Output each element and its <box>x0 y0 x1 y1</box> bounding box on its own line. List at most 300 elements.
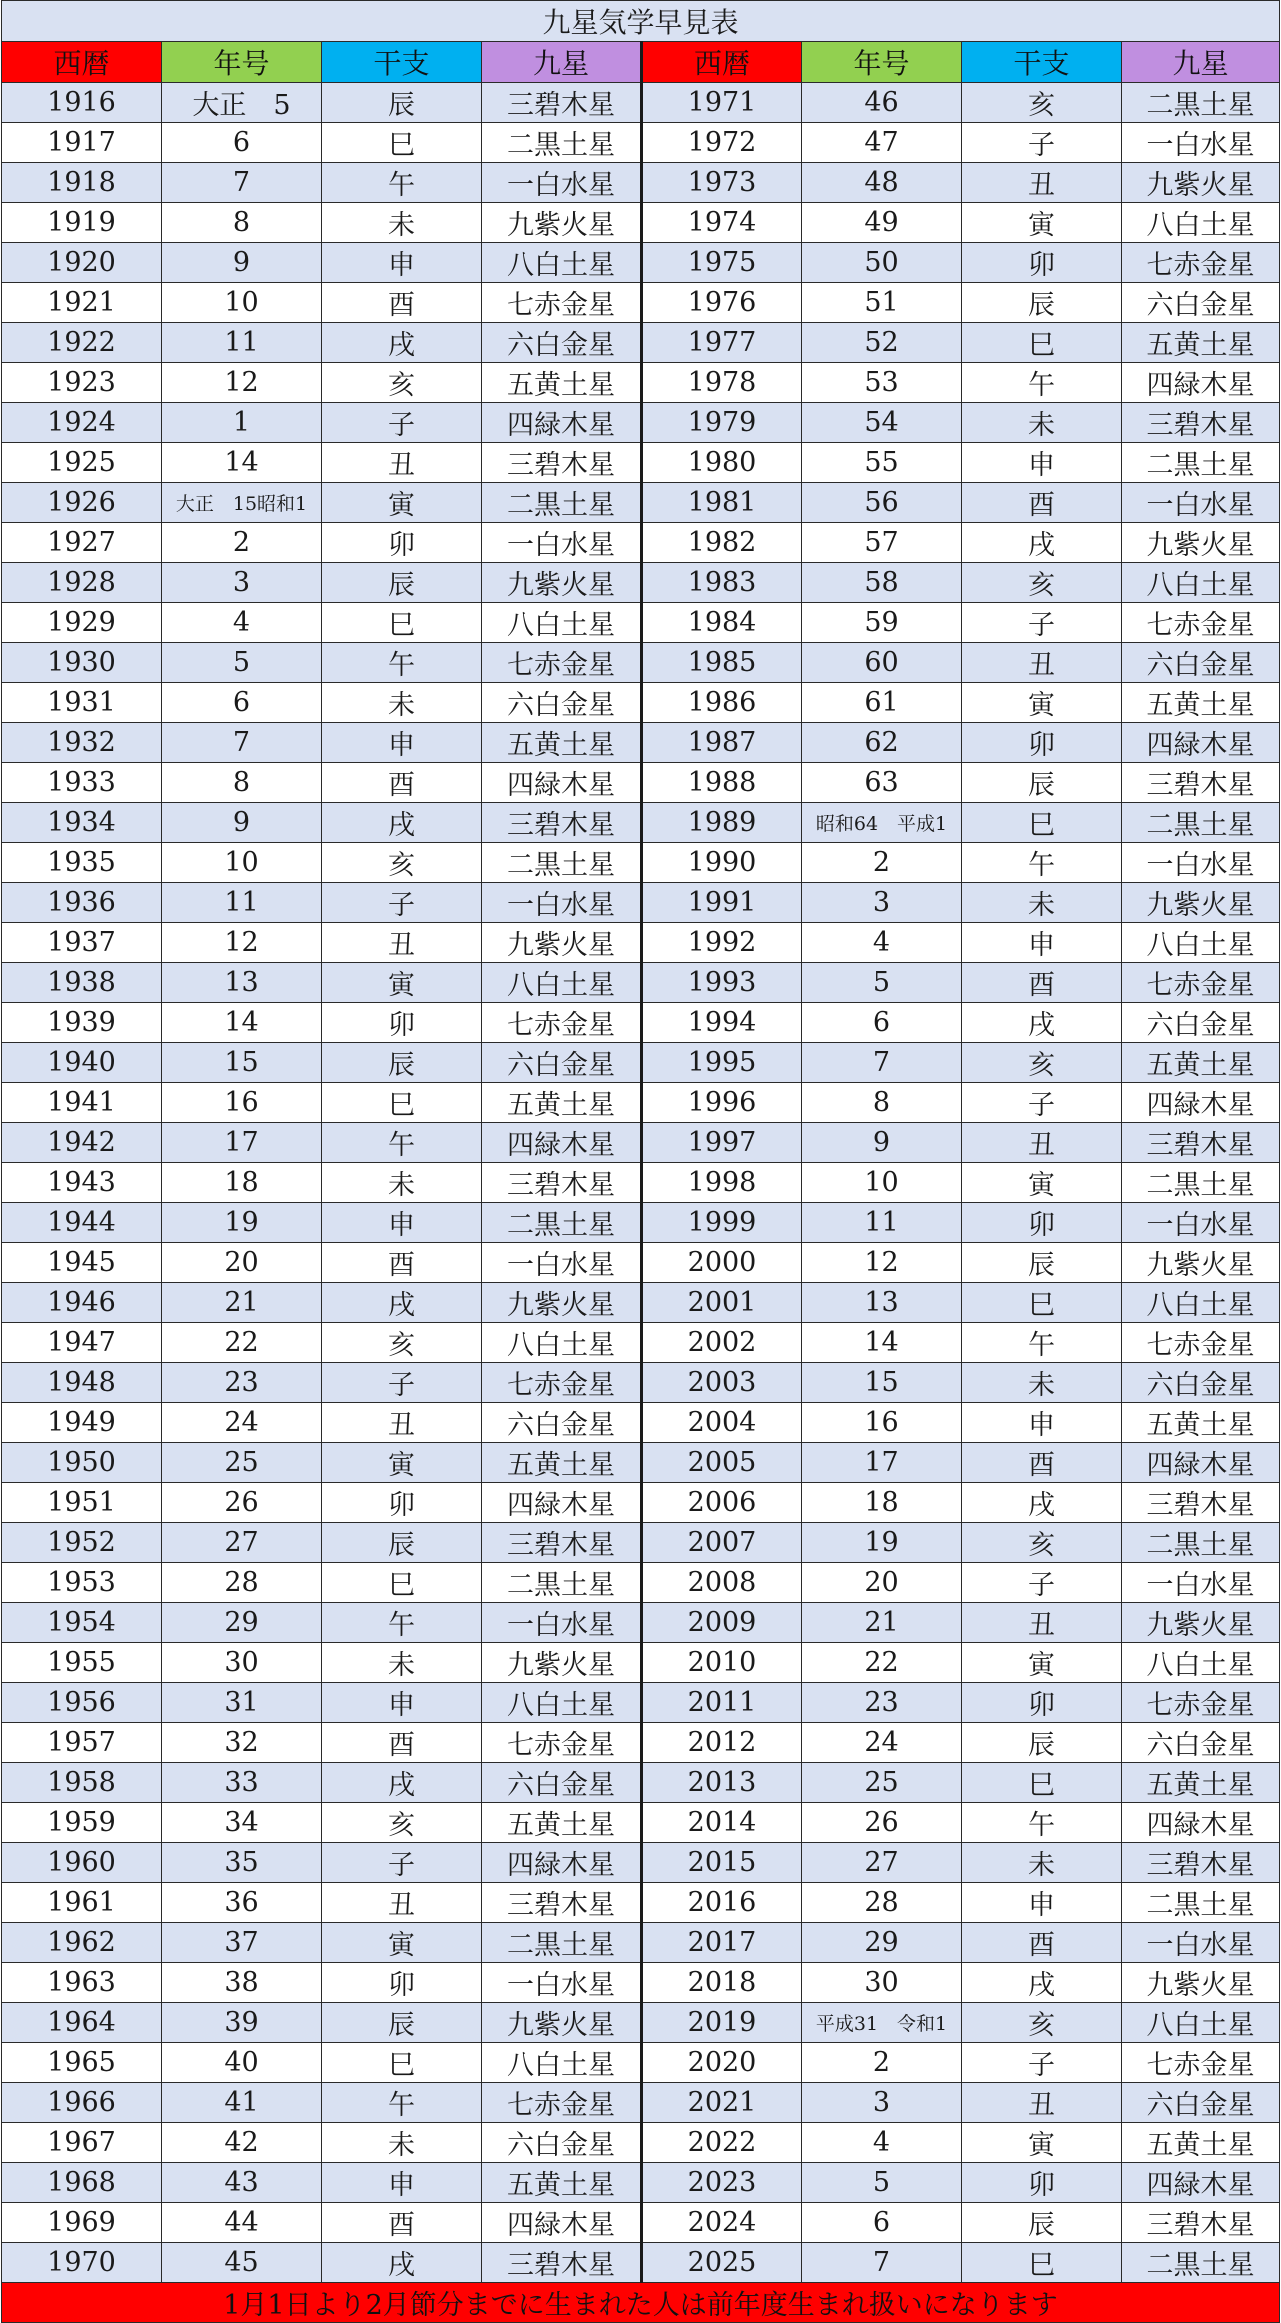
cell-eto-left: 未 <box>322 683 482 723</box>
cell-nengo-left: 42 <box>162 2123 322 2163</box>
cell-kyusei-right: 八白土星 <box>1122 1283 1280 1323</box>
table-row <box>2 2243 1280 2283</box>
cell-eto-right: 酉 <box>962 1443 1122 1483</box>
table-row <box>2 1923 1280 1963</box>
cell-eto-left: 申 <box>322 1683 482 1723</box>
cell-seireki-right: 2002 <box>642 1323 802 1363</box>
cell-eto-left: 丑 <box>322 1883 482 1923</box>
table-title: 九星気学早見表 <box>2 1 1280 42</box>
cell-nengo-right: 19 <box>802 1523 962 1563</box>
cell-seireki-left: 1932 <box>2 723 162 763</box>
cell-seireki-left: 1950 <box>2 1443 162 1483</box>
cell-seireki-left: 1926 <box>2 483 162 523</box>
cell-nengo-right: 48 <box>802 163 962 203</box>
cell-kyusei-right: 七赤金星 <box>1122 2043 1280 2083</box>
cell-seireki-right: 1984 <box>642 603 802 643</box>
cell-nengo-left: 31 <box>162 1683 322 1723</box>
cell-seireki-left: 1948 <box>2 1363 162 1403</box>
cell-eto-right: 亥 <box>962 1043 1122 1083</box>
cell-kyusei-right: 四緑木星 <box>1122 723 1280 763</box>
cell-seireki-left: 1951 <box>2 1483 162 1523</box>
cell-kyusei-right: 一白水星 <box>1122 1203 1280 1243</box>
cell-kyusei-left: 一白水星 <box>482 1243 642 1283</box>
cell-nengo-left: 大正 15昭和1 <box>162 483 322 523</box>
cell-eto-right: 卯 <box>962 723 1122 763</box>
cell-seireki-right: 2008 <box>642 1563 802 1603</box>
cell-nengo-left: 10 <box>162 283 322 323</box>
cell-seireki-right: 2015 <box>642 1843 802 1883</box>
cell-kyusei-left: 八白土星 <box>482 2043 642 2083</box>
cell-eto-left: 巳 <box>322 1083 482 1123</box>
cell-eto-left: 申 <box>322 723 482 763</box>
cell-eto-left: 寅 <box>322 483 482 523</box>
cell-seireki-right: 1998 <box>642 1163 802 1203</box>
cell-nengo-right: 54 <box>802 403 962 443</box>
cell-kyusei-right: 四緑木星 <box>1122 1443 1280 1483</box>
cell-nengo-right: 63 <box>802 763 962 803</box>
cell-nengo-right: 62 <box>802 723 962 763</box>
cell-nengo-right: 28 <box>802 1883 962 1923</box>
cell-eto-right: 巳 <box>962 1283 1122 1323</box>
cell-eto-right: 酉 <box>962 483 1122 523</box>
cell-seireki-left: 1923 <box>2 363 162 403</box>
cell-seireki-right: 1995 <box>642 1043 802 1083</box>
cell-nengo-right: 53 <box>802 363 962 403</box>
cell-nengo-left: 38 <box>162 1963 322 2003</box>
cell-seireki-left: 1944 <box>2 1203 162 1243</box>
table-row <box>2 923 1280 963</box>
cell-nengo-left: 20 <box>162 1243 322 1283</box>
cell-eto-right: 寅 <box>962 1163 1122 1203</box>
table-row <box>2 83 1280 123</box>
cell-eto-right: 巳 <box>962 803 1122 843</box>
cell-eto-left: 午 <box>322 643 482 683</box>
cell-kyusei-left: 三碧木星 <box>482 2243 642 2283</box>
table-row <box>2 163 1280 203</box>
nine-star-table-sheet <box>1 0 1279 2323</box>
cell-nengo-right: 18 <box>802 1483 962 1523</box>
cell-nengo-left: 43 <box>162 2163 322 2203</box>
cell-kyusei-left: 二黒土星 <box>482 123 642 163</box>
cell-kyusei-left: 九紫火星 <box>482 2003 642 2043</box>
cell-eto-right: 戌 <box>962 1003 1122 1043</box>
cell-seireki-right: 1973 <box>642 163 802 203</box>
cell-eto-left: 卯 <box>322 1003 482 1043</box>
cell-kyusei-right: 一白水星 <box>1122 123 1280 163</box>
cell-seireki-left: 1917 <box>2 123 162 163</box>
cell-nengo-right: 4 <box>802 2123 962 2163</box>
cell-kyusei-left: 二黒土星 <box>482 483 642 523</box>
table-row <box>2 1643 1280 1683</box>
cell-nengo-left: 16 <box>162 1083 322 1123</box>
cell-kyusei-left: 四緑木星 <box>482 1843 642 1883</box>
cell-seireki-left: 1922 <box>2 323 162 363</box>
cell-kyusei-right: 三碧木星 <box>1122 1483 1280 1523</box>
cell-eto-right: 巳 <box>962 1763 1122 1803</box>
cell-seireki-left: 1919 <box>2 203 162 243</box>
cell-seireki-right: 2016 <box>642 1883 802 1923</box>
cell-eto-left: 辰 <box>322 2003 482 2043</box>
cell-nengo-left: 29 <box>162 1603 322 1643</box>
cell-eto-left: 亥 <box>322 1323 482 1363</box>
cell-nengo-left: 9 <box>162 243 322 283</box>
cell-kyusei-left: 三碧木星 <box>482 1523 642 1563</box>
cell-seireki-right: 2007 <box>642 1523 802 1563</box>
cell-seireki-left: 1936 <box>2 883 162 923</box>
cell-kyusei-right: 三碧木星 <box>1122 2203 1280 2243</box>
cell-nengo-left: 1 <box>162 403 322 443</box>
cell-eto-left: 辰 <box>322 1523 482 1563</box>
cell-nengo-left: 6 <box>162 683 322 723</box>
table-row <box>2 1603 1280 1643</box>
cell-eto-left: 子 <box>322 883 482 923</box>
cell-eto-right: 寅 <box>962 203 1122 243</box>
cell-kyusei-right: 七赤金星 <box>1122 963 1280 1003</box>
table-row <box>2 843 1280 883</box>
table-row <box>2 1443 1280 1483</box>
cell-eto-left: 午 <box>322 163 482 203</box>
cell-nengo-right: 58 <box>802 563 962 603</box>
cell-seireki-right: 1991 <box>642 883 802 923</box>
cell-nengo-right: 55 <box>802 443 962 483</box>
cell-kyusei-right: 七赤金星 <box>1122 1683 1280 1723</box>
cell-nengo-left: 7 <box>162 723 322 763</box>
cell-seireki-right: 1978 <box>642 363 802 403</box>
table-row <box>2 1123 1280 1163</box>
table-row <box>2 643 1280 683</box>
cell-eto-right: 戌 <box>962 1963 1122 2003</box>
cell-nengo-left: 12 <box>162 923 322 963</box>
cell-eto-left: 未 <box>322 2123 482 2163</box>
table-row <box>2 1963 1280 2003</box>
cell-eto-right: 丑 <box>962 1603 1122 1643</box>
cell-kyusei-right: 九紫火星 <box>1122 1963 1280 2003</box>
table-row <box>2 1083 1280 1123</box>
cell-seireki-right: 1988 <box>642 763 802 803</box>
header-eto-left: 干支 <box>322 42 482 83</box>
cell-seireki-left: 1960 <box>2 1843 162 1883</box>
cell-nengo-left: 25 <box>162 1443 322 1483</box>
cell-eto-left: 辰 <box>322 563 482 603</box>
cell-kyusei-right: 三碧木星 <box>1122 1843 1280 1883</box>
cell-seireki-right: 1972 <box>642 123 802 163</box>
cell-kyusei-left: 八白土星 <box>482 1683 642 1723</box>
cell-nengo-left: 4 <box>162 603 322 643</box>
cell-eto-right: 巳 <box>962 2243 1122 2283</box>
cell-seireki-right: 1983 <box>642 563 802 603</box>
cell-kyusei-left: 九紫火星 <box>482 563 642 603</box>
cell-nengo-left: 8 <box>162 763 322 803</box>
cell-seireki-left: 1940 <box>2 1043 162 1083</box>
cell-eto-left: 酉 <box>322 283 482 323</box>
cell-seireki-left: 1920 <box>2 243 162 283</box>
table-row <box>2 1723 1280 1763</box>
header-kyusei-left: 九星 <box>482 42 642 83</box>
cell-eto-left: 申 <box>322 243 482 283</box>
cell-nengo-right: 56 <box>802 483 962 523</box>
cell-nengo-right: 平成31 令和1 <box>802 2003 962 2043</box>
nine-star-table <box>1 0 1280 2323</box>
header-seireki-left: 西暦 <box>2 42 162 83</box>
cell-nengo-left: 14 <box>162 443 322 483</box>
cell-nengo-right: 3 <box>802 2083 962 2123</box>
cell-nengo-left: 10 <box>162 843 322 883</box>
cell-kyusei-right: 八白土星 <box>1122 923 1280 963</box>
cell-kyusei-right: 三碧木星 <box>1122 763 1280 803</box>
table-row <box>2 803 1280 843</box>
cell-nengo-left: 14 <box>162 1003 322 1043</box>
table-row <box>2 723 1280 763</box>
table-row <box>2 403 1280 443</box>
table-row <box>2 1803 1280 1843</box>
table-row <box>2 443 1280 483</box>
cell-nengo-right: 60 <box>802 643 962 683</box>
cell-seireki-right: 2004 <box>642 1403 802 1443</box>
cell-seireki-left: 1933 <box>2 763 162 803</box>
table-row <box>2 1003 1280 1043</box>
cell-seireki-left: 1966 <box>2 2083 162 2123</box>
table-row <box>2 1843 1280 1883</box>
cell-kyusei-left: 七赤金星 <box>482 1363 642 1403</box>
cell-nengo-right: 11 <box>802 1203 962 1243</box>
cell-kyusei-left: 一白水星 <box>482 1963 642 2003</box>
cell-nengo-left: 3 <box>162 563 322 603</box>
cell-nengo-left: 44 <box>162 2203 322 2243</box>
cell-eto-right: 辰 <box>962 1243 1122 1283</box>
cell-eto-right: 辰 <box>962 283 1122 323</box>
cell-kyusei-left: 二黒土星 <box>482 1923 642 1963</box>
cell-seireki-right: 1999 <box>642 1203 802 1243</box>
cell-kyusei-right: 六白金星 <box>1122 1003 1280 1043</box>
cell-kyusei-left: 五黄土星 <box>482 363 642 403</box>
table-row <box>2 2203 1280 2243</box>
cell-seireki-right: 2010 <box>642 1643 802 1683</box>
cell-seireki-left: 1939 <box>2 1003 162 1043</box>
cell-kyusei-right: 六白金星 <box>1122 283 1280 323</box>
cell-eto-left: 卯 <box>322 523 482 563</box>
cell-nengo-right: 59 <box>802 603 962 643</box>
cell-nengo-right: 14 <box>802 1323 962 1363</box>
cell-eto-right: 卯 <box>962 2163 1122 2203</box>
cell-nengo-right: 5 <box>802 2163 962 2203</box>
cell-eto-left: 巳 <box>322 1563 482 1603</box>
cell-kyusei-left: 一白水星 <box>482 523 642 563</box>
cell-nengo-right: 6 <box>802 1003 962 1043</box>
table-row <box>2 1043 1280 1083</box>
cell-seireki-left: 1968 <box>2 2163 162 2203</box>
cell-kyusei-right: 九紫火星 <box>1122 1603 1280 1643</box>
cell-kyusei-left: 五黄土星 <box>482 1083 642 1123</box>
cell-seireki-left: 1958 <box>2 1763 162 1803</box>
cell-seireki-left: 1937 <box>2 923 162 963</box>
cell-eto-left: 酉 <box>322 2203 482 2243</box>
cell-kyusei-right: 四緑木星 <box>1122 363 1280 403</box>
table-row <box>2 963 1280 1003</box>
cell-kyusei-right: 一白水星 <box>1122 483 1280 523</box>
cell-kyusei-left: 四緑木星 <box>482 763 642 803</box>
cell-eto-left: 午 <box>322 2083 482 2123</box>
cell-nengo-right: 29 <box>802 1923 962 1963</box>
cell-eto-left: 酉 <box>322 1723 482 1763</box>
cell-eto-right: 酉 <box>962 963 1122 1003</box>
cell-eto-right: 未 <box>962 403 1122 443</box>
cell-nengo-left: 37 <box>162 1923 322 1963</box>
cell-eto-right: 寅 <box>962 683 1122 723</box>
cell-eto-right: 未 <box>962 883 1122 923</box>
table-row <box>2 483 1280 523</box>
cell-kyusei-left: 一白水星 <box>482 883 642 923</box>
cell-eto-left: 巳 <box>322 603 482 643</box>
cell-kyusei-left: 六白金星 <box>482 2123 642 2163</box>
header-seireki-right: 西暦 <box>642 42 802 83</box>
cell-nengo-left: 39 <box>162 2003 322 2043</box>
cell-seireki-right: 2012 <box>642 1723 802 1763</box>
cell-seireki-right: 2013 <box>642 1763 802 1803</box>
cell-kyusei-left: 四緑木星 <box>482 1483 642 1523</box>
cell-seireki-left: 1941 <box>2 1083 162 1123</box>
cell-eto-right: 子 <box>962 1563 1122 1603</box>
cell-kyusei-left: 七赤金星 <box>482 1723 642 1763</box>
cell-eto-left: 寅 <box>322 1923 482 1963</box>
cell-nengo-left: 15 <box>162 1043 322 1083</box>
cell-nengo-right: 7 <box>802 2243 962 2283</box>
table-row <box>2 1763 1280 1803</box>
cell-kyusei-left: 八白土星 <box>482 603 642 643</box>
cell-eto-left: 子 <box>322 1843 482 1883</box>
cell-nengo-right: 12 <box>802 1243 962 1283</box>
cell-kyusei-left: 四緑木星 <box>482 1123 642 1163</box>
cell-seireki-right: 1992 <box>642 923 802 963</box>
cell-nengo-right: 16 <box>802 1403 962 1443</box>
cell-nengo-right: 24 <box>802 1723 962 1763</box>
cell-eto-right: 午 <box>962 1323 1122 1363</box>
cell-seireki-left: 1928 <box>2 563 162 603</box>
cell-nengo-left: 27 <box>162 1523 322 1563</box>
cell-nengo-right: 2 <box>802 843 962 883</box>
cell-nengo-right: 27 <box>802 1843 962 1883</box>
cell-kyusei-left: 八白土星 <box>482 1323 642 1363</box>
cell-kyusei-left: 二黒土星 <box>482 1563 642 1603</box>
cell-kyusei-right: 五黄土星 <box>1122 1403 1280 1443</box>
cell-eto-left: 酉 <box>322 763 482 803</box>
cell-kyusei-left: 三碧木星 <box>482 803 642 843</box>
cell-eto-left: 巳 <box>322 2043 482 2083</box>
cell-kyusei-left: 六白金星 <box>482 1763 642 1803</box>
cell-eto-right: 亥 <box>962 1523 1122 1563</box>
table-row <box>2 2043 1280 2083</box>
cell-kyusei-left: 七赤金星 <box>482 2083 642 2123</box>
cell-seireki-left: 1956 <box>2 1683 162 1723</box>
table-row <box>2 603 1280 643</box>
table-row <box>2 763 1280 803</box>
cell-nengo-left: 13 <box>162 963 322 1003</box>
cell-eto-right: 亥 <box>962 563 1122 603</box>
cell-kyusei-right: 九紫火星 <box>1122 523 1280 563</box>
table-body <box>2 83 1280 2283</box>
cell-seireki-left: 1947 <box>2 1323 162 1363</box>
cell-seireki-left: 1969 <box>2 2203 162 2243</box>
cell-seireki-right: 2019 <box>642 2003 802 2043</box>
cell-eto-left: 午 <box>322 1603 482 1643</box>
cell-kyusei-right: 四緑木星 <box>1122 2163 1280 2203</box>
cell-kyusei-left: 九紫火星 <box>482 1643 642 1683</box>
header-row <box>2 42 1280 83</box>
cell-seireki-left: 1945 <box>2 1243 162 1283</box>
cell-eto-right: 辰 <box>962 2203 1122 2243</box>
cell-kyusei-left: 六白金星 <box>482 683 642 723</box>
cell-nengo-right: 2 <box>802 2043 962 2083</box>
cell-kyusei-left: 六白金星 <box>482 323 642 363</box>
table-row <box>2 283 1280 323</box>
cell-nengo-left: 33 <box>162 1763 322 1803</box>
cell-kyusei-right: 七赤金星 <box>1122 1323 1280 1363</box>
cell-kyusei-right: 三碧木星 <box>1122 403 1280 443</box>
cell-eto-left: 戌 <box>322 1763 482 1803</box>
cell-seireki-right: 2011 <box>642 1683 802 1723</box>
cell-seireki-right: 1982 <box>642 523 802 563</box>
cell-seireki-left: 1964 <box>2 2003 162 2043</box>
table-row <box>2 123 1280 163</box>
cell-seireki-right: 2005 <box>642 1443 802 1483</box>
cell-kyusei-left: 五黄土星 <box>482 723 642 763</box>
cell-kyusei-left: 九紫火星 <box>482 923 642 963</box>
cell-nengo-right: 13 <box>802 1283 962 1323</box>
cell-nengo-left: 30 <box>162 1643 322 1683</box>
cell-nengo-left: 17 <box>162 1123 322 1163</box>
table-row <box>2 1483 1280 1523</box>
cell-seireki-right: 2022 <box>642 2123 802 2163</box>
cell-kyusei-right: 九紫火星 <box>1122 163 1280 203</box>
cell-eto-right: 亥 <box>962 83 1122 123</box>
cell-eto-right: 巳 <box>962 323 1122 363</box>
cell-seireki-right: 1993 <box>642 963 802 1003</box>
cell-eto-left: 丑 <box>322 443 482 483</box>
table-row <box>2 1163 1280 1203</box>
cell-seireki-left: 1967 <box>2 2123 162 2163</box>
cell-nengo-right: 7 <box>802 1043 962 1083</box>
cell-seireki-right: 2017 <box>642 1923 802 1963</box>
cell-nengo-right: 25 <box>802 1763 962 1803</box>
cell-kyusei-left: 五黄土星 <box>482 1803 642 1843</box>
cell-seireki-left: 1942 <box>2 1123 162 1163</box>
header-eto-right: 干支 <box>962 42 1122 83</box>
cell-eto-left: 丑 <box>322 1403 482 1443</box>
cell-kyusei-right: 五黄土星 <box>1122 1763 1280 1803</box>
cell-eto-right: 丑 <box>962 1123 1122 1163</box>
cell-seireki-right: 2001 <box>642 1283 802 1323</box>
cell-seireki-right: 2003 <box>642 1363 802 1403</box>
cell-nengo-right: 30 <box>802 1963 962 2003</box>
cell-kyusei-right: 八白土星 <box>1122 1643 1280 1683</box>
cell-nengo-left: 2 <box>162 523 322 563</box>
cell-eto-left: 寅 <box>322 963 482 1003</box>
cell-eto-left: 卯 <box>322 1483 482 1523</box>
cell-kyusei-right: 五黄土星 <box>1122 2123 1280 2163</box>
cell-kyusei-left: 九紫火星 <box>482 203 642 243</box>
cell-kyusei-right: 九紫火星 <box>1122 883 1280 923</box>
cell-nengo-right: 47 <box>802 123 962 163</box>
table-row <box>2 1563 1280 1603</box>
cell-kyusei-left: 三碧木星 <box>482 443 642 483</box>
cell-seireki-right: 1986 <box>642 683 802 723</box>
cell-seireki-right: 2024 <box>642 2203 802 2243</box>
cell-seireki-right: 1994 <box>642 1003 802 1043</box>
cell-eto-left: 寅 <box>322 1443 482 1483</box>
cell-nengo-left: 26 <box>162 1483 322 1523</box>
table-row <box>2 243 1280 283</box>
table-row <box>2 1283 1280 1323</box>
cell-kyusei-left: 二黒土星 <box>482 1203 642 1243</box>
